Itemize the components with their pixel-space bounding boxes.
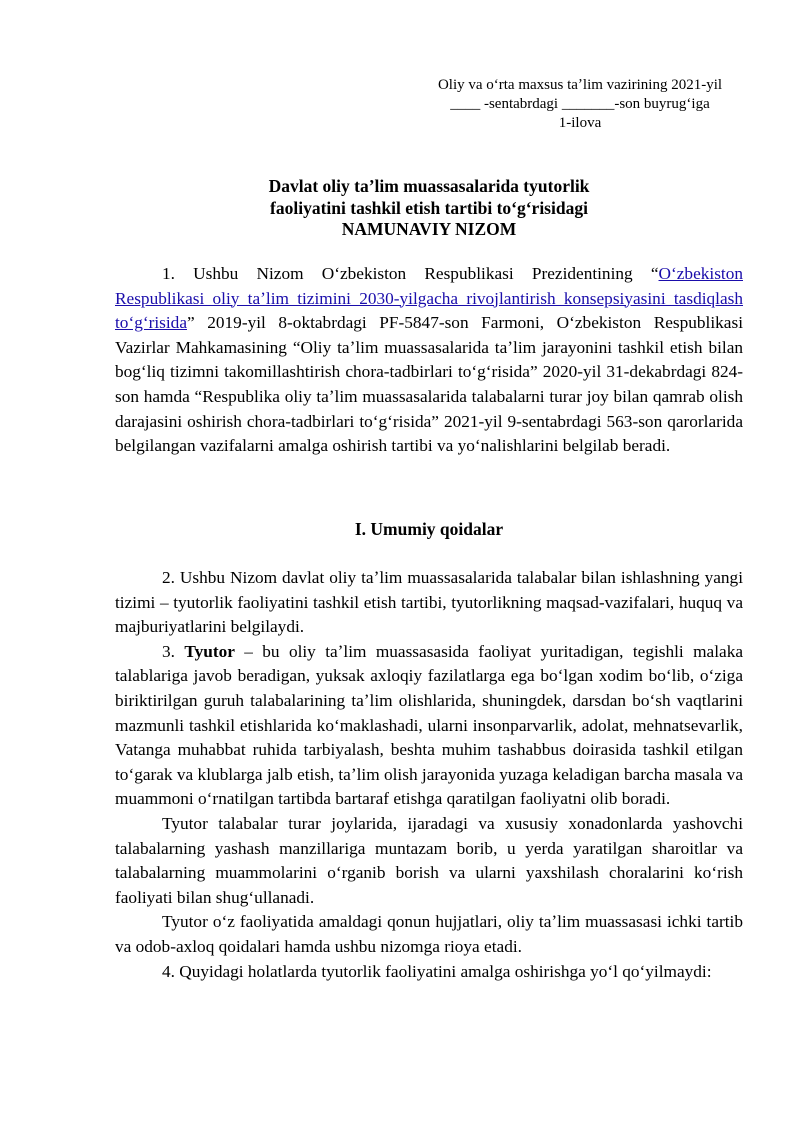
document-title-line-2: faoliyatini tashkil etish tartibi toʻgʻrisidagi xyxy=(270,197,588,218)
paragraph-1 xyxy=(115,262,743,459)
paragraph-3 xyxy=(115,640,743,812)
paragraph-1-lead: 1. Ushbu Nizom Oʻzbekiston Respublikasi Prezidentining “ xyxy=(162,264,659,283)
paragraph-1-rest: ” 2019-yil 8-oktabrdagi PF-5847-son Farmoni, Oʻzbekiston Respublikasi Vazirlar Mahkamasining “Oliy taʼlim muassasalarida taʼlim jarayonini tashkil etish bilan bogʻliq tizimni takomillashtirish chora-tadbirlari toʻgʻrisida” 2020-yil 31-dekabrdagi 824-son hamda “Respublika oliy taʼlim muassasalarida talabalarni turar joy bilan qamrab olish darajasini oshirish chora-tadbirlari toʻgʻrisida” 2021-yil 9-sentabrdagi 563-son qarorlarida belgilangan vazifalarni amalga oshirish tartibi va yoʻnalishlarini belgilab beradi. xyxy=(115,313,743,456)
approval-header-line-2: ____ -sentabrdagi _______-son buyrugʻiga xyxy=(450,96,710,112)
paragraph-3-number: 3. xyxy=(162,641,185,661)
approval-header xyxy=(410,76,750,133)
tutor-term: Tyutor xyxy=(184,641,235,661)
document-title xyxy=(115,176,743,241)
approval-header-line-3: 1-ilova xyxy=(558,115,602,131)
document-title-line-3: NAMUNAVIY NIZOM xyxy=(341,219,517,239)
section-heading-general-rules: I. Umumiy qoidalar xyxy=(354,519,504,539)
paragraph-2: 2. Ushbu Nizom davlat oliy taʼlim muassasalarida talabalar bilan ishlashning yangi tizimi – tyutorlik faoliyatini tashkil etish tartibi, tyutorlikning maqsad-vazifalari, huquq va majburiyatlarini belgilaydi. xyxy=(115,568,743,637)
approval-header-line-1: Oliy va oʻrta maxsus taʼlim vazirining 2021-yil xyxy=(437,77,723,93)
paragraph-tutor-compliance: Tyutor oʻz faoliyatida amaldagi qonun hujjatlari, oliy taʼlim muassasasi ichki tartib va odob-axloq qoidalari hamda ushbu nizomga rioya etadi. xyxy=(115,912,743,956)
general-rules-section xyxy=(115,566,743,984)
paragraph-4: 4. Quyidagi holatlarda tyutorlik faoliyatini amalga oshirishga yoʻl qoʻyilmaydi: xyxy=(162,961,712,981)
intro-section xyxy=(115,262,743,459)
document-title-line-1: Davlat oliy taʼlim muassasalarida tyutorlik xyxy=(268,176,590,196)
paragraph-3-definition: – bu oliy taʼlim muassasasida faoliyat yuritadigan, tegishli malaka talablariga javob beradigan, yuksak axloqiy fazilatlarga ega boʻlgan xodim boʻlib, oʻziga biriktirilgan guruh talabalarining taʼlim olishlarida, shuningdek, darsdan boʻsh vaqtlarini mazmunli tashkil etishlarida koʻmaklashadi, ularni insonparvarlik, adolat, mehnatsevarlik, Vatanga muhabbat ruhida tarbiyalash, beshta muhim tashabbus doirasida tashkil etilgan toʻgarak va klublarga jalb etish, taʼlim olish jarayonida yuzaga keladigan barcha masala va muammoni oʻrnatilgan tartibda bartaraf etishga qaratilgan faoliyatni olib boradi. xyxy=(115,641,744,809)
decree-link[interactable]: Oʻzbekiston Respublikasi oliy taʼlim tizimini 2030-yilgacha rivojlantirish konsepsiyasini tasdiqlash toʻgʻrisida xyxy=(115,264,743,333)
paragraph-tutor-visits: Tyutor talabalar turar joylarida, ijaradagi va xususiy xonadonlarda yashovchi talabalarning yashash manzillariga muntazam borib, u yerda yaratilgan sharoitlar va talabalarning muammolarini oʻrganib borish va ularni yaxshilash choralarini koʻrish faoliyati bilan shugʻullanadi. xyxy=(115,813,743,907)
